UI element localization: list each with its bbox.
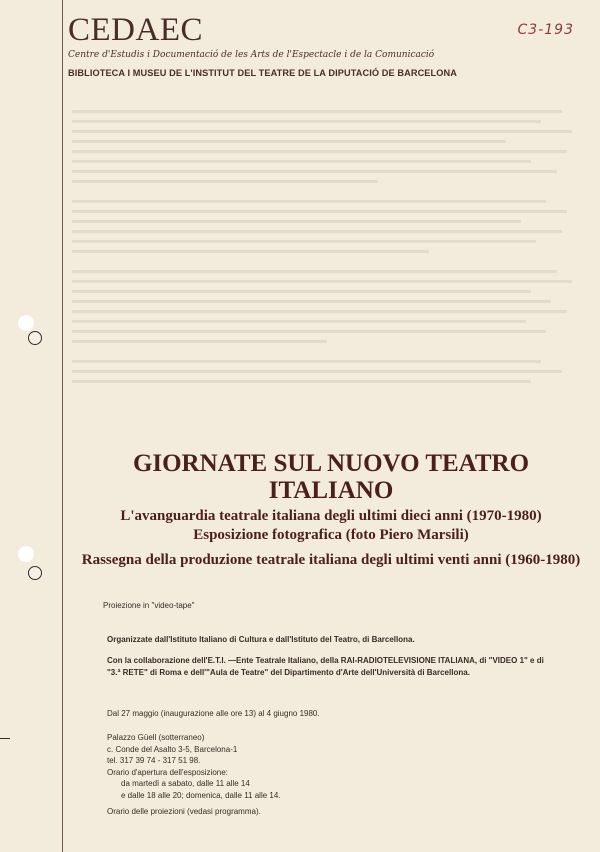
title-line-2: ITALIANO: [268, 477, 394, 504]
venue-phone: tel. 317 39 74 - 317 51 98.: [107, 756, 201, 765]
venue-name: Palazzo Güell (sotterraneo): [107, 733, 205, 742]
dates-text: Dal 27 maggio (inaugurazione alle ore 13) al 4 giugno 1980.: [107, 709, 320, 718]
hours-label: Orario d'apertura dell'esposizione:: [107, 767, 228, 777]
punch-hole: [28, 331, 42, 345]
subtitle-rassegna: Rassegna della produzione teatrale italiana degli ultimi venti anni (1960-1980): [81, 552, 581, 568]
title-line-1: GIORNATE SUL NUOVO TEATRO: [132, 450, 530, 477]
hours-line-1: da martedì a sabato, dalle 11 alle 14: [121, 779, 250, 788]
venue-address: c. Conde del Asalto 3-5, Barcelona-1: [107, 744, 238, 754]
screenings-text: Orario delle proiezioni (vedasi programma).: [107, 807, 261, 816]
margin-rule: [62, 0, 63, 852]
header-institution: BIBLIOTECA I MUSEU DE L'INSTITUT DEL TEATRE DE LA DIPUTACIÓ DE BARCELONA: [68, 68, 457, 78]
margin-tick: [0, 738, 10, 739]
subtitle-esposizione: Esposizione fotografica (foto Piero Marsili): [193, 527, 469, 543]
header-subtitle: Centre d'Estudis i Documentació de les Arts de l'Espectacle i de la Comunicació: [68, 50, 435, 60]
hours-line-2: e dalle 18 alle 20; domenica, dalle 11 alle 14.: [121, 790, 281, 800]
subtitle-avanguardia: L'avanguardia teatrale italiana degli ultimi dieci anni (1970-1980): [120, 508, 542, 524]
cedaec-logo: CEDAEC: [68, 12, 203, 48]
collaboration-text: Con la collaborazione dell'E.T.I. —Ente Teatrale Italiano, della RAI-RADIOTELEVISIONE ITALIANA, di "VIDEO 1" e di "3.ª RETE" di Roma e dell'"Aula de Teatre" del Dipartimento d'Arte dell'Università di Barcellona.: [107, 656, 544, 677]
archive-code: C3-193: [517, 22, 574, 38]
venue-block: [107, 732, 547, 801]
organizers-text: Organizzate dall'Istituto Italiano di Cultura e dall'Istituto del Teatro, di Barcellona.: [107, 635, 415, 644]
main-title: [62, 450, 600, 504]
punch-hole-highlight: [18, 546, 34, 562]
punch-hole: [28, 566, 42, 580]
punch-hole-highlight: [18, 315, 34, 331]
projection-note: Proiezione in "video-tape": [103, 601, 195, 610]
